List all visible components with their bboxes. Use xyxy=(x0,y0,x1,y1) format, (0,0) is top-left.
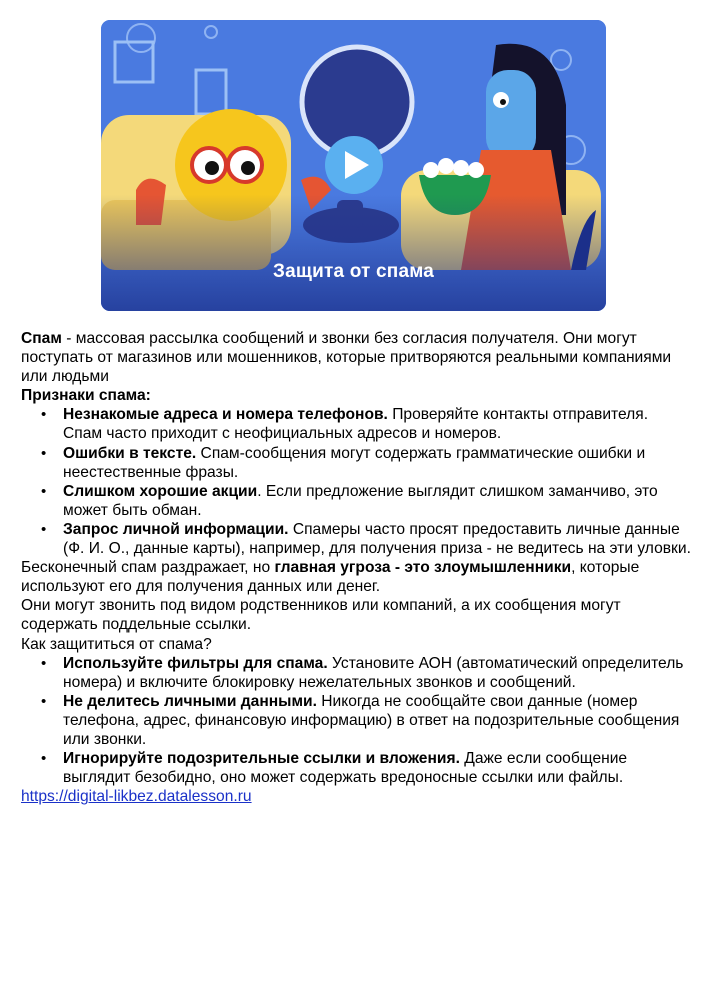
source-link[interactable]: https://digital-likbez.datalesson.ru xyxy=(21,788,252,806)
disguise-paragraph: Они могут звонить под видом родственников или компаний, а их сообщения могут содержать поддельные ссылки. xyxy=(21,597,621,634)
video-thumbnail[interactable] xyxy=(101,20,606,311)
list-item: • Незнакомые адреса и номера телефонов. Проверяйте контакты отправителя. Спам часто приходит с неофициальных адресов и номеров. xyxy=(63,405,691,443)
signs-heading: Признаки спама: xyxy=(21,387,151,405)
intro-text: - массовая рассылка сообщений и звонки без согласия получателя. Они могут поступать от магазинов или мошенников, которые притворяются реальными компаниями или людьми xyxy=(21,330,672,386)
list-item: • Не делитесь личными данными. Никогда не сообщайте свои данные (номер телефона, адрес, финансовую информацию) в ответ на подозрительные сообщения или звонки. xyxy=(63,692,691,749)
article-body xyxy=(21,329,691,806)
list-item: • Запрос личной информации. Спамеры часто просят предоставить личные данные (Ф. И. О., данные карты), например, для получения приза - не ведитесь на эти уловки. xyxy=(63,520,691,558)
intro-term: Спам xyxy=(21,330,62,347)
source-link-line xyxy=(21,787,691,806)
list-item: • Ошибки в тексте. Спам-сообщения могут содержать грамматические ошибки и неестественные фразы. xyxy=(63,444,691,482)
protect-list xyxy=(21,654,691,788)
intro-paragraph xyxy=(21,329,691,386)
play-button[interactable] xyxy=(325,136,383,194)
protect-heading: Как защититься от спама? xyxy=(21,635,212,653)
list-item: • Игнорируйте подозрительные ссылки и вложения. Даже если сообщение выглядит безобидно, оно может содержать вредоносные ссылки или файлы. xyxy=(63,749,691,787)
list-item: • Слишком хорошие акции. Если предложение выглядит слишком заманчиво, это может быть обман. xyxy=(63,482,691,520)
threat-paragraph: Бесконечный спам раздражает, но главная угроза - это злоумышленники, которые используют его для получения данных или денег. xyxy=(21,559,640,596)
list-item: • Используйте фильтры для спама. Установите АОН (автоматический определитель номера) и включите блокировку нежелательных звонков и сообщений. xyxy=(63,654,691,692)
video-title: Защита от спама xyxy=(272,261,435,282)
signs-list xyxy=(21,405,691,558)
